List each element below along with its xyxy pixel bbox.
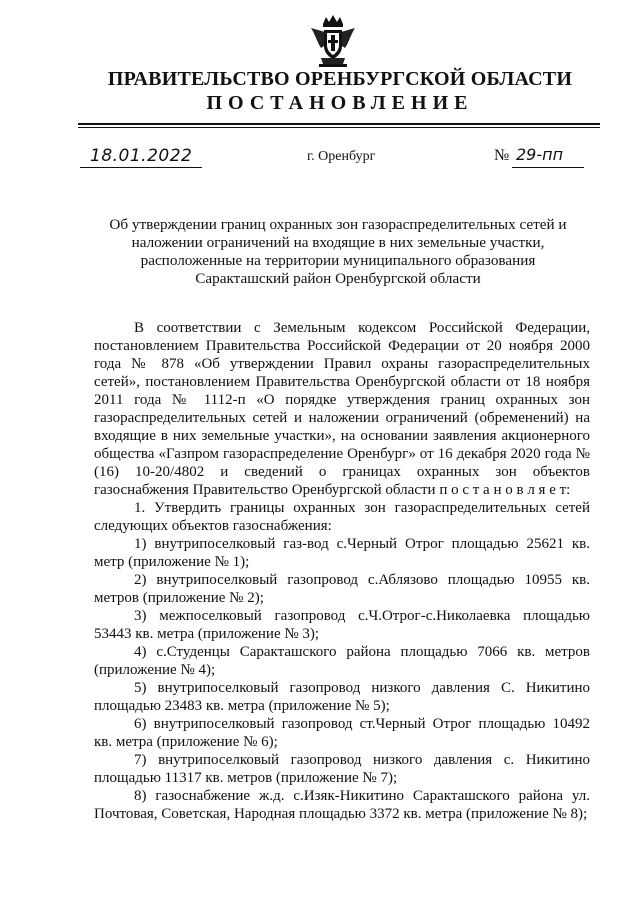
document-city: г. Оренбург	[307, 149, 376, 164]
number-underline	[512, 167, 584, 168]
subject-line: Саракташский район Оренбургской области	[195, 270, 481, 287]
subject-line: наложении ограничений на входящие в них земельные участки,	[131, 234, 545, 251]
document-body	[94, 319, 590, 823]
list-item: 8) газоснабжение ж.д. с.Изяк-Никитино Саракташского района ул. Почтовая, Советская, Народная площадью 3372 кв. метра (приложение № 8);	[94, 788, 590, 822]
subject-line: расположенные на территории муниципального образования	[140, 252, 536, 269]
document-subject	[96, 216, 580, 288]
document-number: 29-пп	[516, 145, 564, 164]
subject-line: Об утверждении границ охранных зон газораспределительных сетей и	[109, 216, 567, 233]
list-item: 3) межпоселковый газопровод с.Ч.Отрог-с.Николаевка площадью 53443 кв. метра (приложение № 3);	[94, 608, 590, 642]
number-label: №	[494, 147, 510, 164]
point-1: 1. Утвердить границы охранных зон газораспределительных сетей следующих объектов газоснабжения:	[94, 500, 590, 534]
header-rule	[78, 123, 600, 125]
list-item: 5) внутрипоселковый газопровод низкого давления С. Никитино площадью 23483 кв. метра (приложение № 5);	[94, 680, 590, 714]
date-underline	[80, 167, 202, 168]
list-item: 6) внутрипоселковый газопровод ст.Черный Отрог площадью 10492 кв. метра (приложение № 6);	[94, 716, 590, 750]
header-rule-thin	[78, 127, 600, 128]
document-date: 18.01.2022	[90, 146, 193, 166]
government-title: ПРАВИТЕЛЬСТВО ОРЕНБУРГСКОЙ ОБЛАСТИ	[107, 68, 573, 90]
coat-of-arms-icon	[309, 14, 357, 68]
document-type: ПОСТАНОВЛЕНИЕ	[206, 92, 474, 114]
list-item: 4) с.Студенцы Саракташского района площадью 7066 кв. метров (приложение № 4);	[94, 644, 590, 678]
list-item: 1) внутрипоселковый газ-вод с.Черный Отрог площадью 25621 кв. метр (приложение № 1);	[94, 536, 590, 570]
intro-paragraph: В соответствии с Земельным кодексом Российской Федерации, постановлением Правительства Российской Федерации от 20 ноября 2000 года № 878 «Об утверждении Правил охраны газораспределительных сетей», постановлением Правительства Оренбургской области от 18 ноября 2011 года № 1112-п «О порядке утверждения границ охранных зон газораспределительных сетей и наложении ограничений (обременений) на входящие в них земельные участки», на основании заявления акционерного общества «Газпром газораспределение Оренбург» от 16 декабря 2020 года № (16) 10-20/4802 и сведений о границах охранных зон объектов газоснабжения Правительство Оренбургской области п о с т а н о в л я е т:	[94, 320, 590, 498]
list-item: 2) внутрипоселковый газопровод с.Аблязово площадью 10955 кв. метров (приложение № 2);	[94, 572, 590, 606]
list-item: 7) внутрипоселковый газопровод низкого давления с. Никитино площадью 11317 кв. метров (приложение № 7);	[94, 752, 590, 786]
